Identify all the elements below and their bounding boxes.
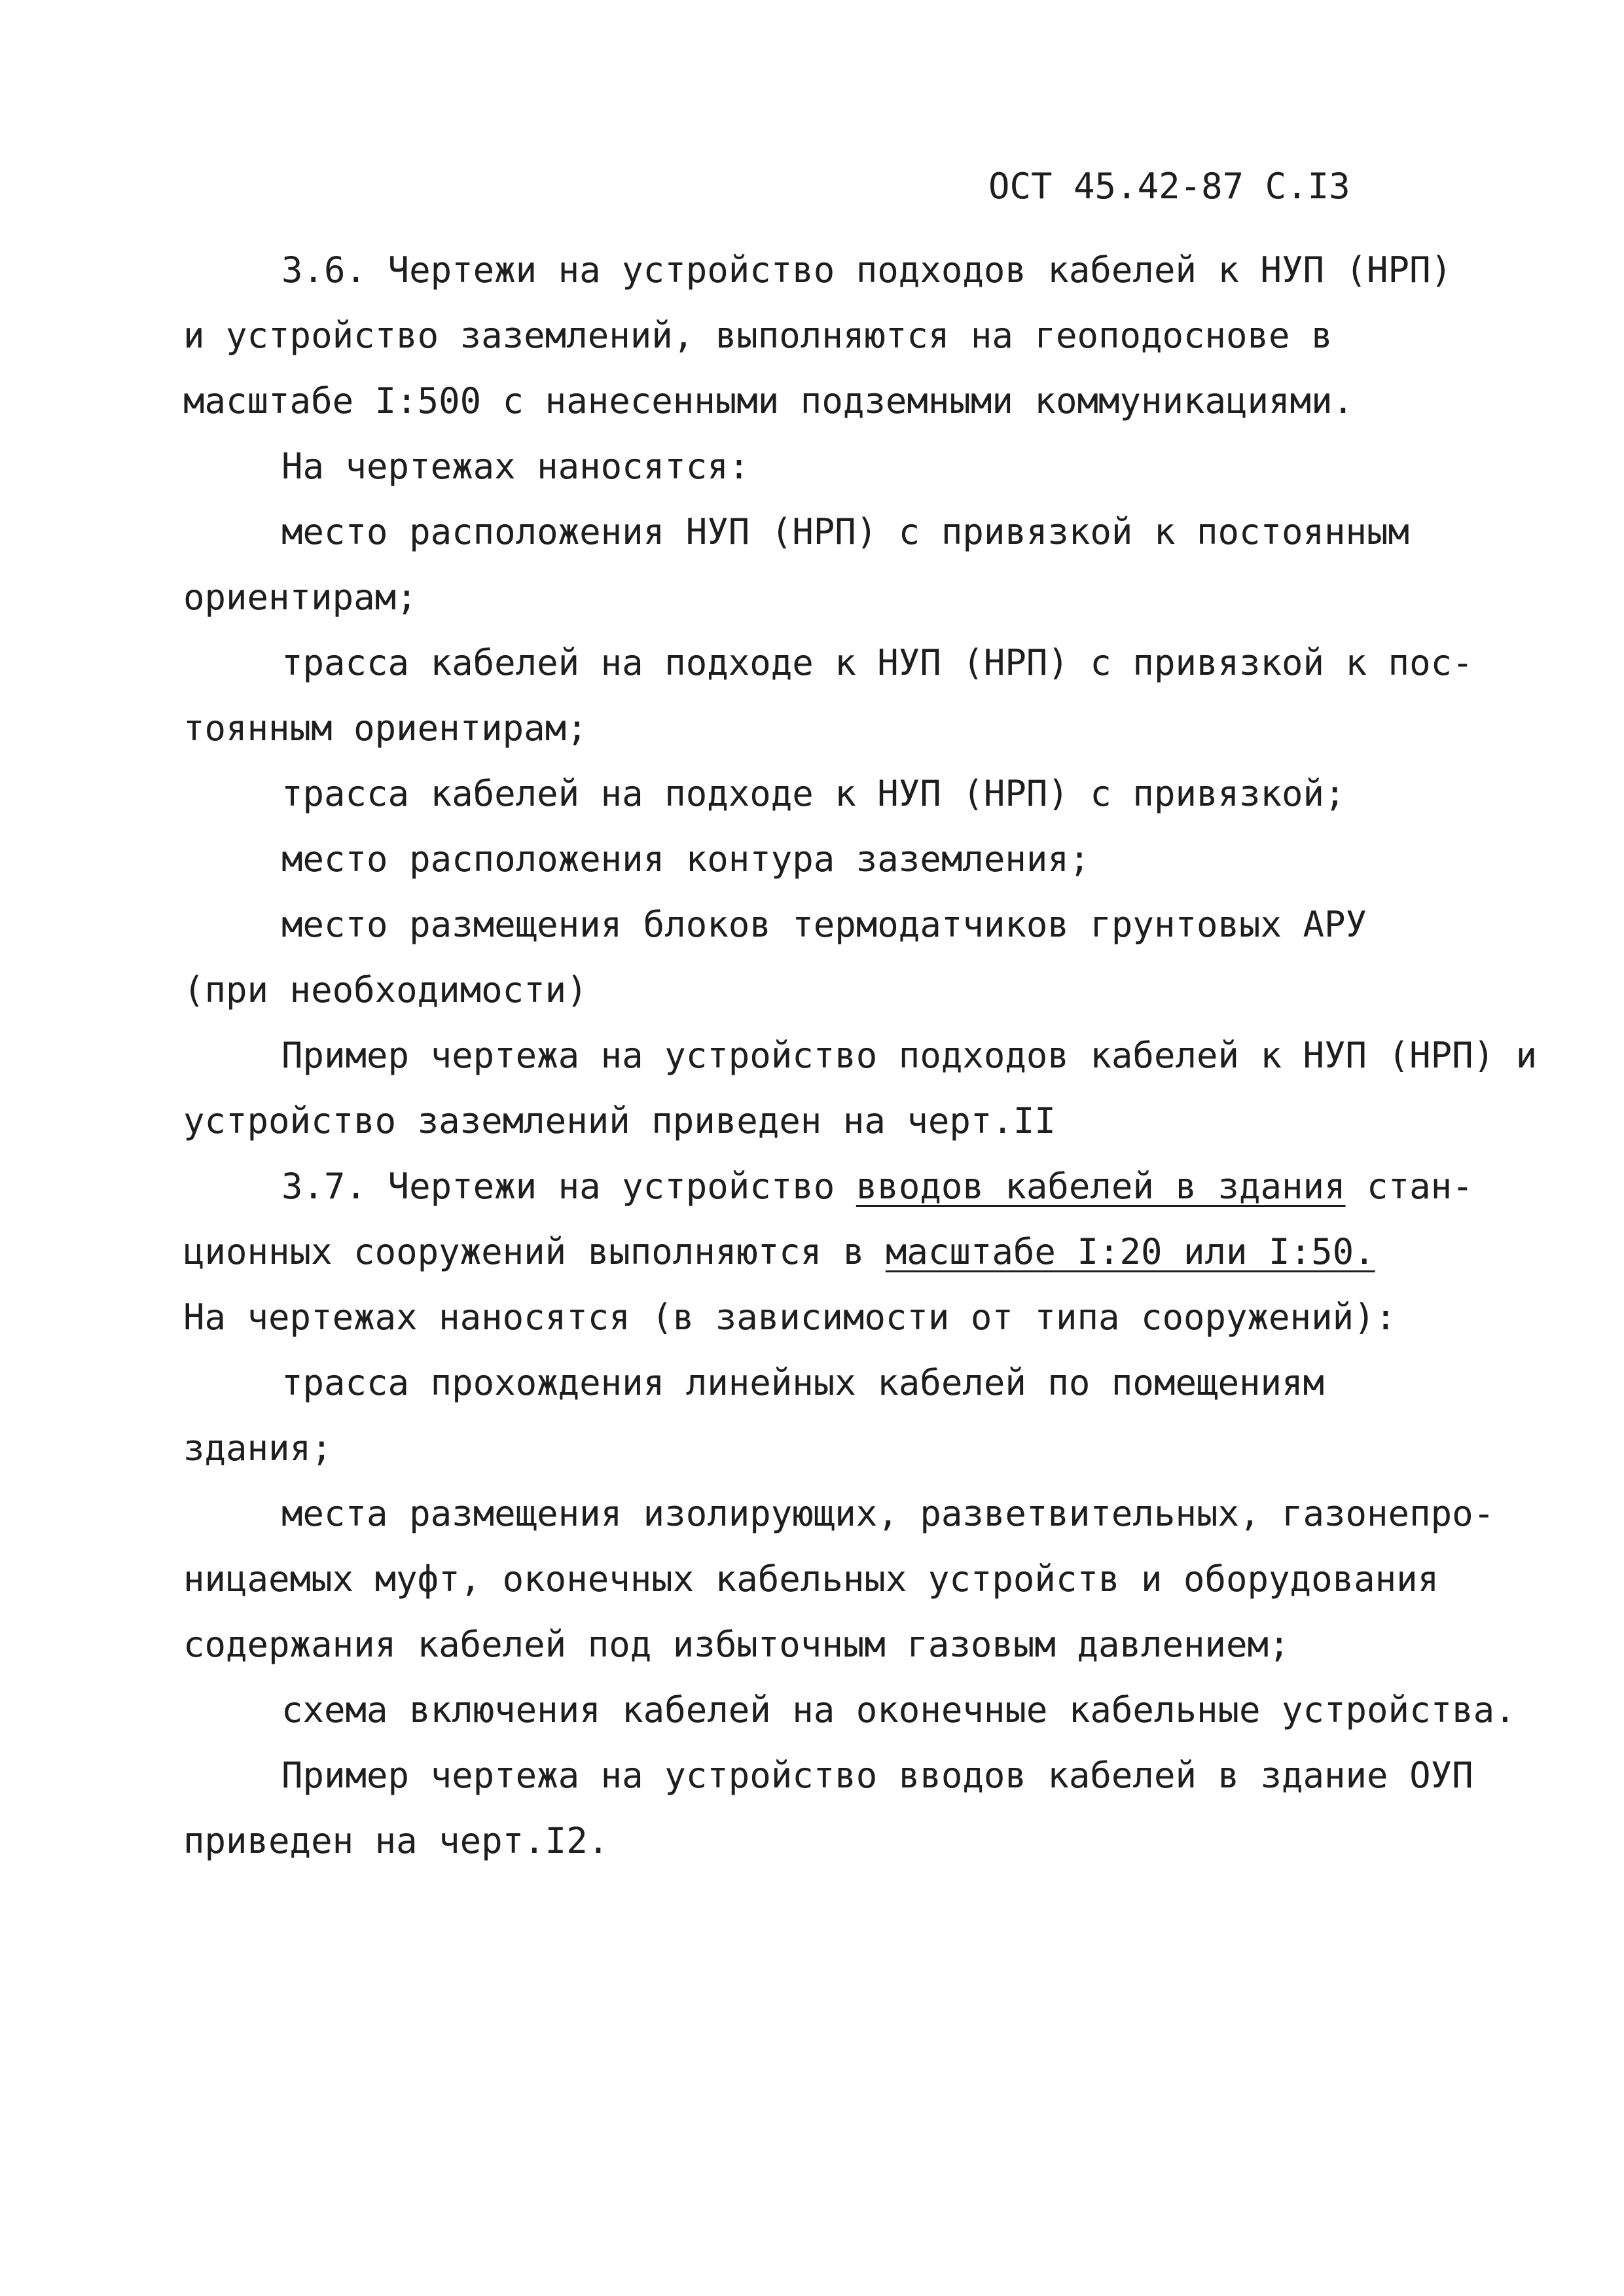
- list-item-3: трасса кабелей на подходе к НУП (НРП) с привязкой;: [281, 773, 1346, 814]
- example-line-2: устройство заземлений приведен на черт.II: [183, 1100, 1056, 1141]
- list-item-4: место расположения контура заземления;: [281, 838, 1091, 880]
- list2-item-3: схема включения кабелей на оконечные кабельные устройства.: [281, 1689, 1516, 1731]
- example2-line-2: приведен на черт.I2.: [183, 1820, 609, 1861]
- list-item-2-line-1: трасса кабелей на подходе к НУП (НРП) с привязкой к пос-: [281, 642, 1473, 683]
- example2-line-1: Пример чертежа на устройство вводов кабелей в здание ОУП: [281, 1755, 1473, 1796]
- list2-item-2-line-2: ницаемых муфт, оконечных кабельных устройств и оборудования: [183, 1558, 1439, 1600]
- list2-item-2-line-1: места размещения изолирующих, разветвительных, газонепро-: [281, 1493, 1495, 1534]
- example-line-1: Пример чертежа на устройство подходов кабелей к НУП (НРП) и: [281, 1035, 1538, 1076]
- list-item-5-line-1: место размещения блоков термодатчиков грунтовых АРУ: [281, 904, 1367, 945]
- list-item-1-line-1: место расположения НУП (НРП) с привязкой к постоянным: [281, 511, 1410, 552]
- paragraph-3-7-line-1: [281, 1164, 1473, 1210]
- paragraph-3-7-line-3: На чертежах наносятся (в зависимости от типа сооружений):: [183, 1297, 1397, 1338]
- document-reference: ОСТ 45.42-87 С.I3: [988, 166, 1350, 207]
- list2-item-1-line-2: здания;: [183, 1427, 333, 1469]
- paragraph-3-7-text-end: стан-: [1345, 1166, 1473, 1207]
- list2-item-1-line-1: трасса прохождения линейных кабелей по помещениям: [281, 1362, 1325, 1403]
- paragraph-3-7-text: ционных сооружений выполняются в: [183, 1231, 886, 1272]
- list-item-5-line-2: (при необходимости): [183, 969, 588, 1011]
- paragraph-3-6-line-1: 3.6. Чертежи на устройство подходов кабелей к НУП (НРП): [281, 249, 1453, 291]
- underlined-phrase: вводов кабелей в здания: [856, 1166, 1346, 1207]
- paragraph-3-6-line-3: масштабе I:500 с нанесенными подземными коммуникациями.: [183, 380, 1354, 422]
- list-intro: На чертежах наносятся:: [281, 446, 750, 487]
- list-item-2-line-2: тоянным ориентирам;: [183, 708, 588, 749]
- underlined-scale: масштабе I:20 или I:50.: [885, 1231, 1375, 1272]
- paragraph-3-7-line-2: [183, 1229, 1375, 1275]
- list2-item-2-line-3: содержания кабелей под избыточным газовым давлением;: [183, 1624, 1290, 1665]
- paragraph-3-6-line-2: и устройство заземлений, выполняются на геоподоснове в: [183, 315, 1333, 356]
- paragraph-3-7-text: 3.7. Чертежи на устройство: [281, 1166, 856, 1207]
- list-item-1-line-2: ориентирам;: [183, 577, 418, 618]
